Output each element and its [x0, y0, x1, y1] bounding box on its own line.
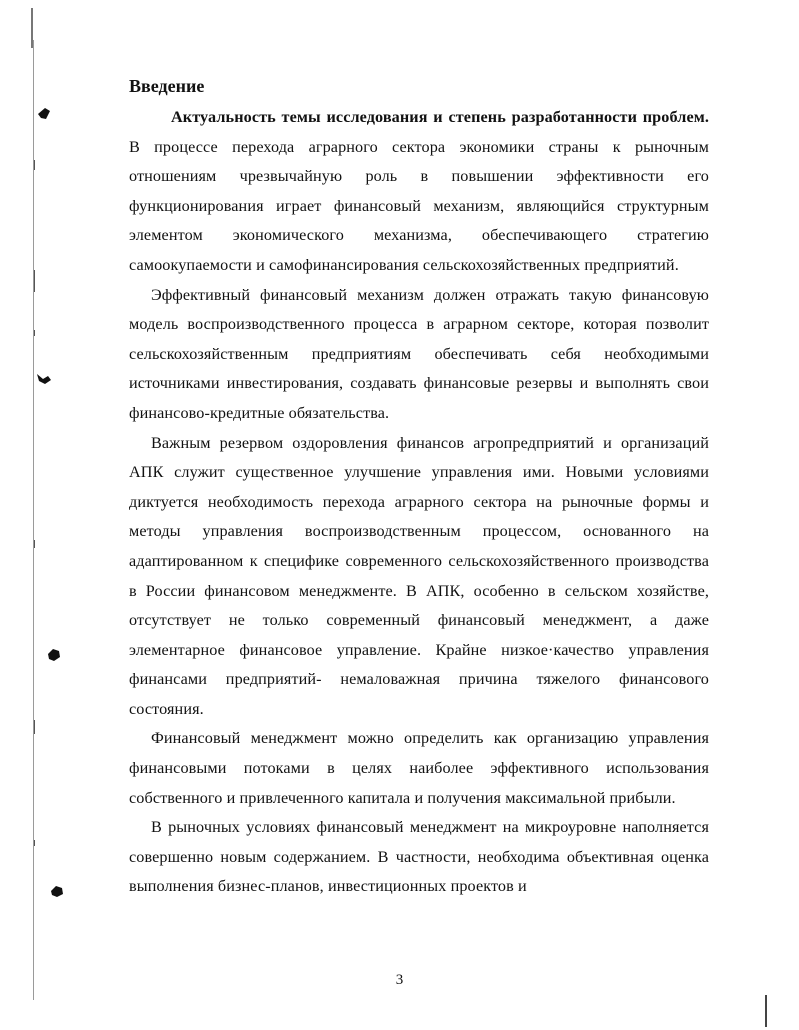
scan-dash	[34, 160, 35, 170]
page-number: 3	[395, 972, 404, 988]
scan-dash	[34, 270, 35, 292]
scan-dash	[34, 330, 35, 336]
scan-edge-line	[765, 995, 767, 1027]
scan-dash	[34, 840, 35, 846]
scan-dash	[34, 540, 35, 548]
scan-dash	[34, 720, 35, 734]
paragraph	[129, 103, 709, 281]
punch-hole-icon	[47, 648, 61, 662]
paragraph: В рыночных условиях финансовый менеджмент на микроуровне наполняется совершенно новым содержанием. В частности, необходима объективная оценка выполнения бизнес-планов, инвестиционных проектов и	[129, 818, 709, 896]
paragraph-lead: Актуальность темы исследования и степень разработанности проблем.	[171, 108, 709, 126]
scan-edge-line	[33, 40, 34, 1000]
punch-hole-icon	[36, 372, 50, 386]
paragraph: Эффективный финансовый механизм должен отражать такую финансовую модель воспроизводственного процесса в аграрном секторе, которая позволит сельскохозяйственным предприятиям обеспечивать себя необходимыми источниками инвестирования, создавать финансовые резервы и выполнять свои финансово-кредитные обязательства.	[129, 285, 709, 422]
body-text	[129, 103, 709, 902]
paragraph: Важным резервом оздоровления финансов агропредприятий и организаций АПК служит существенное улучшение управления ими. Новыми условиями диктуется необходимость перехода аграрного сектора на рыночные формы и методы управления воспроизводственным процессом, основанного на адаптированном к специфике современного сельскохозяйственного производства в России финансовом менеджменте. В АПК, особенно в сельском хозяйстве, отсутствует не только современный финансовый менеджмент, а даже элементарное финансовое управление. Крайне низкое·качество управления финансами предприятий- немаловажная причина тяжелого финансового состояния.	[129, 433, 709, 718]
punch-hole-icon	[37, 106, 51, 120]
section-heading: Введение	[129, 76, 205, 96]
paragraph: Финансовый менеджмент можно определить как организацию управления финансовыми потоками в целях наиболее эффективного использования собственного и привлеченного капитала и получения максимальной прибыли.	[129, 729, 709, 807]
punch-hole-icon	[50, 884, 64, 898]
paragraph-text: В процессе перехода аграрного сектора экономики страны к рыночным отношениям чрезвычайную роль в повышении эффективности его функционирования играет финансовый механизм, являющийся структурным элементом экономического механизма, обеспечивающего стратегию самоокупаемости и самофинансирования сельскохозяйственных предприятий.	[129, 137, 709, 274]
